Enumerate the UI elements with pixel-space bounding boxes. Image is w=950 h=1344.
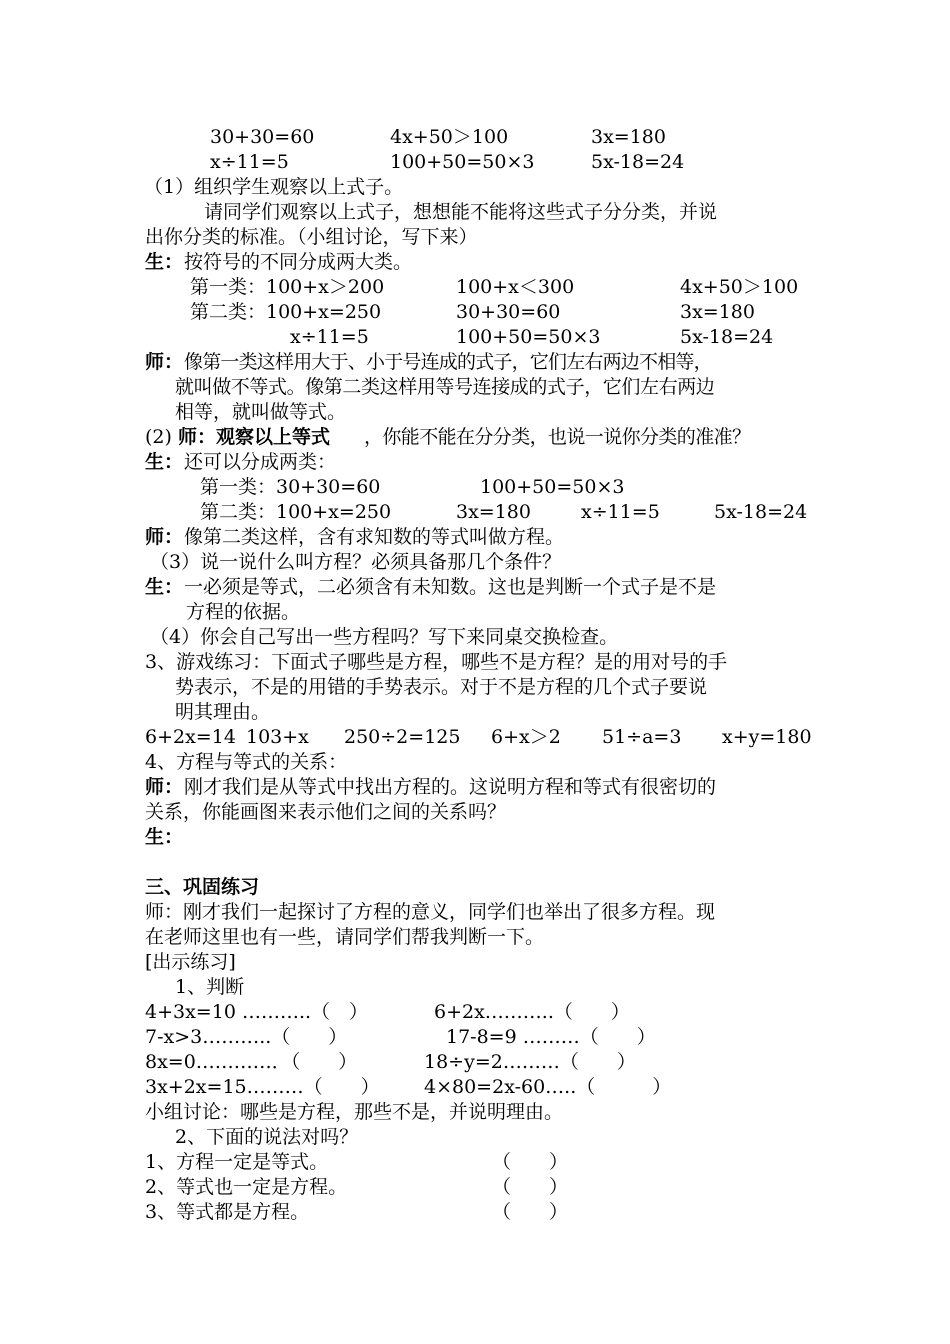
text-line: （4）你会自己写出一些方程吗？写下来同桌交换检查。: [150, 626, 619, 648]
dialogue-line: (2) 师：观察以上等式 ，你能不能在分分类，也说一说你分类的准准？: [145, 426, 751, 448]
text-line: 在老师这里也有一些，请同学们帮我判断一下。: [145, 926, 545, 948]
equation-row: x÷11=5 100+50=50×3 5x-18=24: [210, 151, 685, 173]
text-line: 出你分类的标准。（小组讨论，写下来）: [145, 226, 478, 248]
equation-row: 第二类：100+x=250 3x=180 x÷11=5 5x-18=24: [200, 501, 808, 523]
section-heading: 三、巩固练习: [145, 876, 260, 898]
speaker-label: 师：: [145, 351, 184, 373]
speaker-label: 生：: [145, 826, 184, 848]
text-line: 势表示，不是的用错的手势表示。对于不是方程的几个式子要说: [175, 676, 708, 698]
equation-row: 第二类：100+x=250 30+30=60 3x=180: [190, 301, 755, 323]
text-line: 相等，就叫做等式。: [175, 401, 347, 423]
statement-row: 3、等式都是方程。 （ ）: [145, 1201, 569, 1223]
exercise-row: 3x+2x=15………（ ） 4×80=2x-60…..（ ）: [145, 1076, 672, 1098]
text-line: 明其理由。: [175, 701, 271, 723]
text-line: 2、下面的说法对吗？: [175, 1126, 359, 1148]
exercise-row: 8x=0…………．（ ） 18÷y=2………（ ）: [145, 1051, 636, 1073]
text-line: [出示练习]: [145, 951, 236, 973]
text-line: 3、游戏练习：下面式子哪些是方程，哪些不是方程？是的用对号的手: [145, 651, 728, 673]
text-line: 师：刚才我们一起探讨了方程的意义，同学们也举出了很多方程。现: [145, 901, 716, 923]
text-line: （3）说一说什么叫方程？必须具备那几个条件？: [150, 551, 562, 573]
text-line: 小组讨论：哪些是方程，那些不是，并说明理由。: [145, 1101, 564, 1123]
dialogue-line: 生： 还可以分成两类：: [145, 451, 337, 473]
dialogue-line: [0, 825, 950, 849]
dialogue-line: 生： 按符号的不同分成两大类。: [145, 251, 413, 273]
equation-row: 第一类：100+x＞200 100+x＜300 4x+50＞100: [190, 276, 799, 298]
text-line: 请同学们观察以上式子，想想能不能将这些式子分分类，并说: [204, 201, 718, 223]
exercise-row: 4+3x=10 ………..（ ） 6+2x………..（ ）: [145, 1001, 630, 1023]
text-line: （1）组织学生观察以上式子。: [144, 176, 404, 198]
equation-row: x÷11=5 100+50=50×3 5x-18=24: [290, 326, 774, 348]
dialogue-line: 师： 像第一类这样用大于、小于号连成的式子，它们左右两边不相等，: [145, 351, 712, 373]
equation-row: 6+2x=14 103+x 250÷2=125 6+x＞2 51÷a=3 x+y=180: [145, 726, 812, 748]
speaker-label: 师：: [145, 526, 184, 548]
dialogue-line: 生： 一必须是等式，二必须含有未知数。这也是判断一个式子是不是: [145, 576, 717, 598]
exercise-row: 7-x>3………..（ ） 17-8=9 ………（ ）: [145, 1026, 656, 1048]
speaker-label: 生：: [145, 251, 184, 273]
speaker-label: 师：: [145, 776, 184, 798]
text-line: 1、判断: [175, 976, 245, 998]
speaker-label: 生：: [145, 451, 184, 473]
dialogue-line: 师： 像第二类这样，含有求知数的等式叫做方程。: [145, 526, 565, 548]
text-line: 方程的依据。: [186, 601, 301, 623]
equation-row: 30+30=60 4x+50＞100 3x=180: [210, 126, 666, 148]
text-line: 就叫做不等式。像第二类这样用等号连接成的式子，它们左右两边: [175, 376, 715, 398]
statement-row: 2、等式也一定是方程。 （ ）: [145, 1176, 569, 1198]
statement-row: 1、方程一定是等式。 （ ）: [145, 1151, 569, 1173]
speaker-label: 生：: [145, 576, 184, 598]
dialogue-line: 师： 刚才我们是从等式中找出方程的。这说明方程和等式有很密切的: [145, 776, 717, 798]
text-line: 关系，你能画图来表示他们之间的关系吗？: [145, 801, 507, 823]
text-line: 4、方程与等式的关系：: [145, 751, 348, 773]
speaker-label: 师：观察以上等式: [178, 426, 331, 448]
equation-row: 第一类：30+30=60 100+50=50×3: [200, 476, 625, 498]
